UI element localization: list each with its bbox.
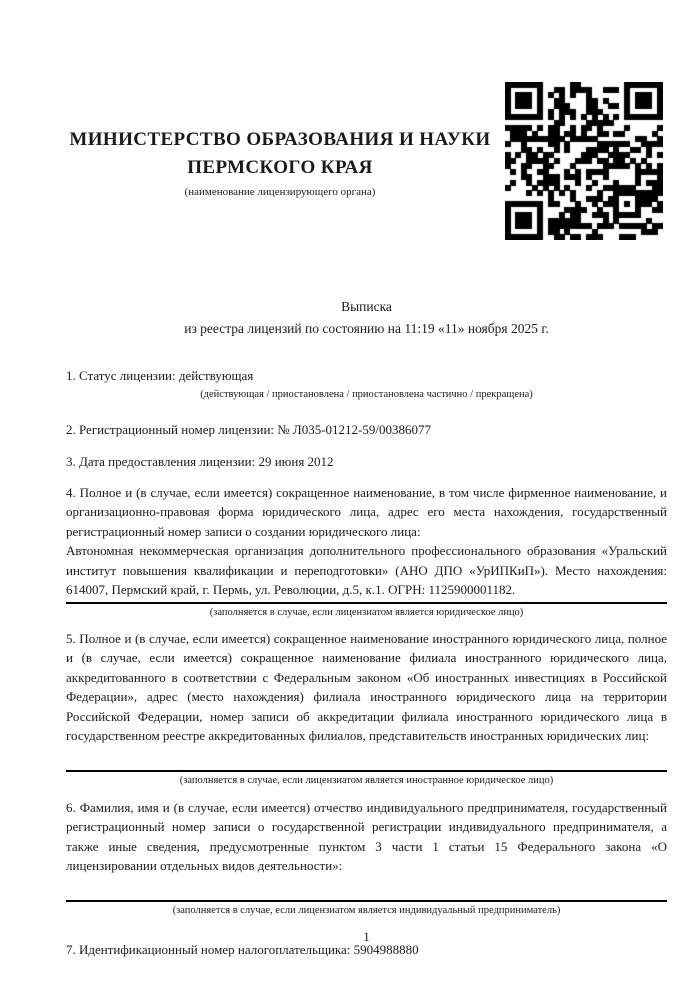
document-subtitle: из реестра лицензий по состоянию на 11:19 «11» ноября 2025 г. [184, 321, 549, 336]
licensing-authority-block [66, 126, 494, 199]
license-status-options-caption: (действующая / приостановлена / приостановлена частично / прекращена) [200, 388, 533, 400]
document-title: Выписка [341, 299, 392, 314]
item-legal-entity [66, 483, 667, 620]
entrepreneur-caption: (заполняется в случае, если лицензиатом является индивидуальный предприниматель) [172, 904, 561, 916]
legal-entity-caption: (заполняется в случае, если лицензиатом является юридическое лицо) [209, 606, 524, 618]
licensing-authority-caption: (наименование лицензирующего органа) [184, 186, 376, 198]
qr-code-icon [505, 82, 663, 240]
foreign-entity-label: 5. Полное и (в случае, если имеется) сокращенное наименование иностранного юридического лица, полное и (в случае, если имеется) сокращенное наименование филиала иностранного юридического лица, аккредитованного в соответствии с Федеральным законом «Об иностранных инвестициях в Российской Федерации», адрес (место нахождения) филиала иностранного юридического лица на территории Российской Федерации, номер записи об аккредитации филиала иностранного юридического лица в государственном реестре аккредитованных филиалов, представительств иностранных юридических лиц: [66, 630, 667, 743]
foreign-entity-rule [66, 770, 667, 772]
document-title-block [66, 296, 667, 340]
license-date-text: 3. Дата предоставления лицензии: 29 июня 2012 [66, 454, 334, 469]
licensing-authority-name-line1: МИНИСТЕРСТВО ОБРАЗОВАНИЯ И НАУКИ [69, 129, 491, 150]
legal-entity-value: Автономная некоммерческая организация дополнительного профессионального образования «Уральский институт повышения квалификации и переподготовки» (АНО ДПО «УрИПКиП»). Место нахождения: 614007, Пермский край, г. Пермь, ул. Революции, д.5, к.1. ОГРН: 1125900001182. [66, 543, 667, 597]
licensing-authority-name-line2: ПЕРМСКОГО КРАЯ [187, 157, 373, 178]
taxpayer-id-text: 7. Идентификационный номер налогоплательщика: 5904988880 [66, 941, 419, 957]
item-license-status [66, 366, 667, 402]
page-number: 1 [363, 929, 370, 944]
legal-entity-label: 4. Полное и (в случае, если имеется) сокращенное наименование, в том числе фирменное наименование, и организационно-правовая форма юридического лица, адрес его места нахождения, государственный регистрационный номер записи о создании юридического лица: [66, 484, 667, 539]
license-status-text: 1. Статус лицензии: действующая [66, 368, 254, 383]
licensing-authority-name [66, 126, 494, 182]
document-content [0, 82, 700, 959]
item-license-date [66, 452, 667, 472]
foreign-entity-caption: (заполняется в случае, если лицензиатом является иностранное юридическое лицо) [179, 774, 554, 786]
item-entrepreneur [66, 798, 667, 918]
legal-entity-rule [66, 602, 667, 604]
entrepreneur-label: 6. Фамилия, имя и (в случае, если имеется) отчество индивидуального предпринимателя, государственный регистрационный номер записи о государственной регистрации индивидуального предпринимателя, а также иные сведения, предусмотренные пунктом 3 части 1 статьи 15 Федерального закона «О лицензировании отдельных видов деятельности»: [66, 799, 667, 873]
entrepreneur-rule [66, 900, 667, 902]
registration-number-text: 2. Регистрационный номер лицензии: № Л035-01212-59/00386077 [66, 421, 432, 437]
item-foreign-entity [66, 629, 667, 788]
document-header [66, 82, 667, 240]
item-registration-number [66, 420, 667, 440]
